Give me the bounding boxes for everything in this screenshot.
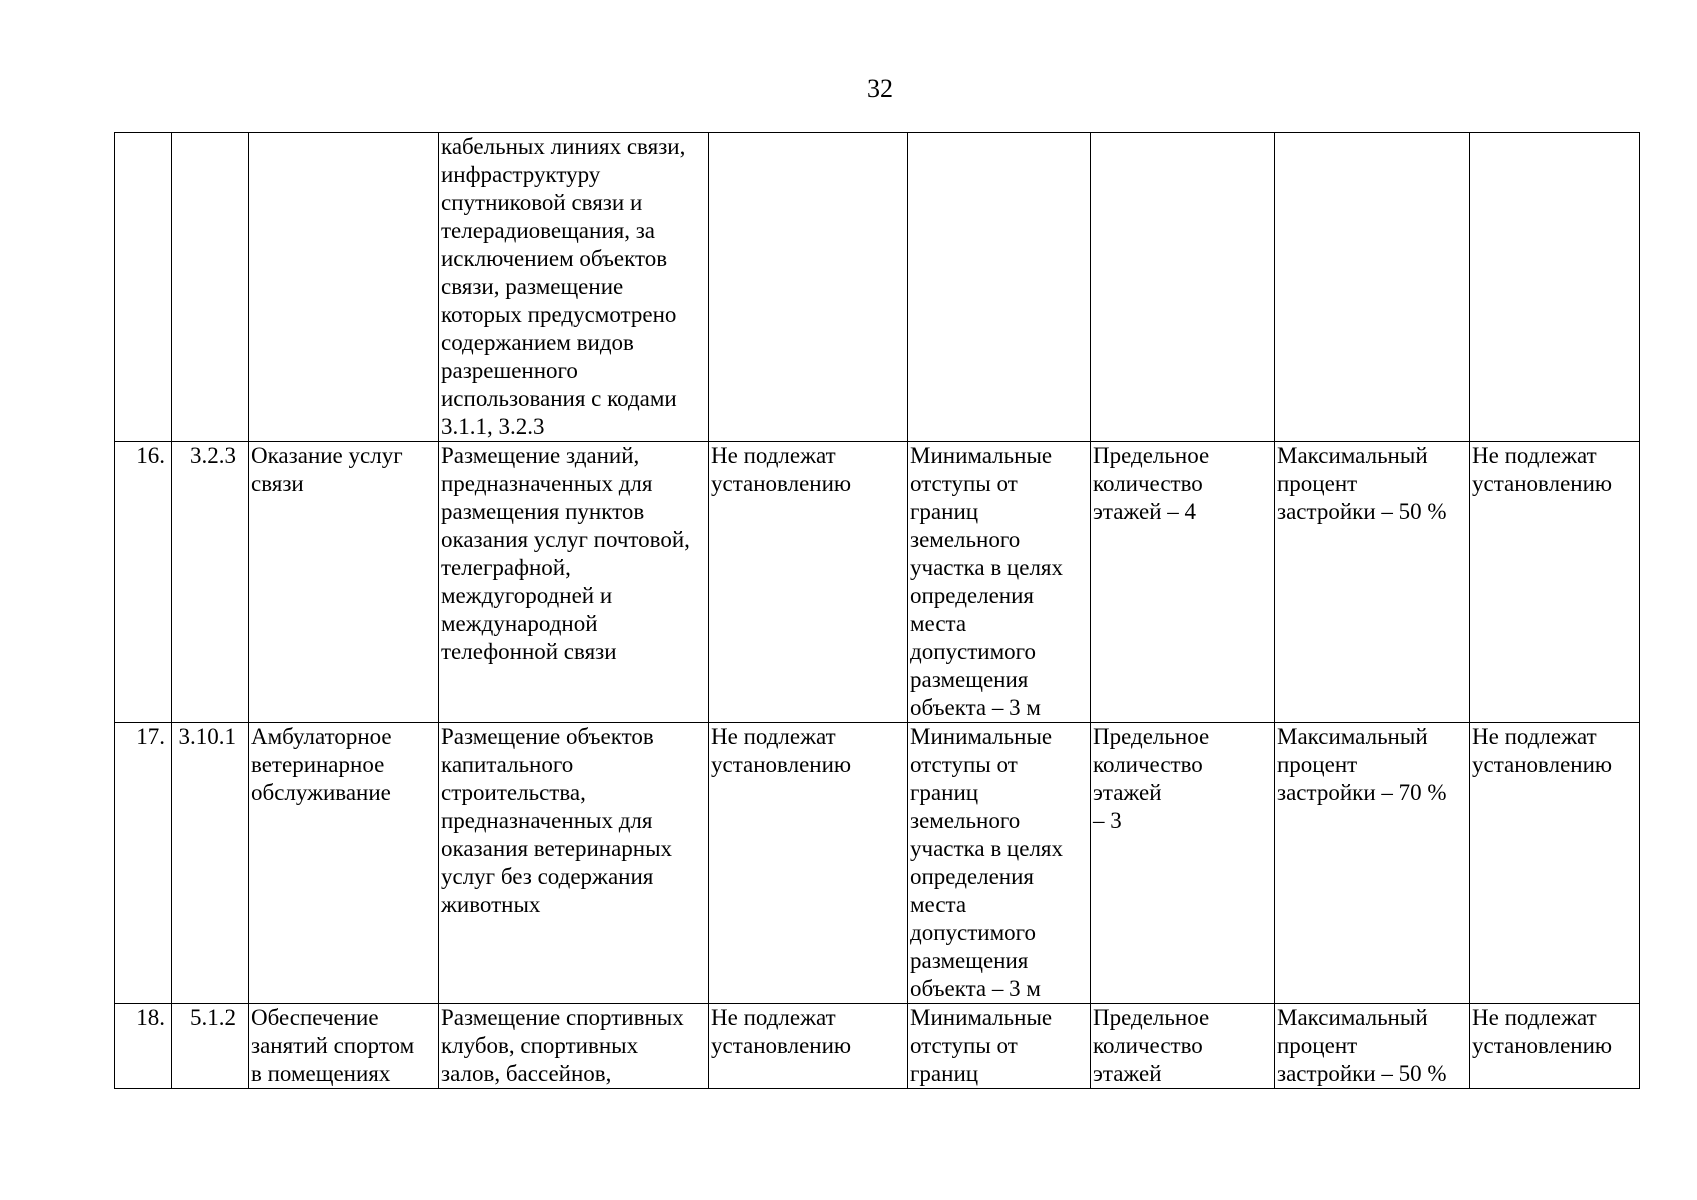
row-col7: Предельное количество этажей: [1091, 1004, 1275, 1089]
row-col6: [908, 133, 1091, 442]
row-description: Размещение объектов капитального строительства, предназначенных для оказания ветеринарных услуг без содержания животных: [439, 723, 709, 1004]
row-description: кабельных линиях связи, инфраструктуру спутниковой связи и телерадиовещания, за исключением объектов связи, размещение которых предусмотрено содержанием видов разрешенного использования с кодами 3.1.1, 3.2.3: [439, 133, 709, 442]
table-row: [115, 133, 1640, 442]
row-col9: Не подлежат установлению: [1470, 442, 1640, 723]
row-number: [115, 133, 172, 442]
row-number: 16.: [115, 442, 172, 723]
row-col7: [1091, 133, 1275, 442]
row-col5: Не подлежат установлению: [709, 1004, 908, 1089]
row-description: Размещение зданий, предназначенных для размещения пунктов оказания услуг почтовой, телеграфной, междугородней и международной телефонной связи: [439, 442, 709, 723]
row-col7: Предельное количество этажей – 4: [1091, 442, 1275, 723]
row-number: 18.: [115, 1004, 172, 1089]
row-name: [249, 133, 439, 442]
row-col6: Минимальные отступы от границ: [908, 1004, 1091, 1089]
row-col9: Не подлежат установлению: [1470, 723, 1640, 1004]
row-col5: [709, 133, 908, 442]
row-col9: Не подлежат установлению: [1470, 1004, 1640, 1089]
row-code: 3.10.1: [172, 723, 249, 1004]
row-code: [172, 133, 249, 442]
page-number: 32: [867, 74, 893, 103]
row-col6: Минимальные отступы от границ земельного участка в целях определения места допустимого размещения объекта – 3 м: [908, 442, 1091, 723]
row-col5: Не подлежат установлению: [709, 723, 908, 1004]
row-name: Амбулаторное ветеринарное обслуживание: [249, 723, 439, 1004]
row-col8: [1275, 133, 1470, 442]
row-col6: Минимальные отступы от границ земельного участка в целях определения места допустимого размещения объекта – 3 м: [908, 723, 1091, 1004]
table-row: [115, 1004, 1640, 1089]
table-row: [115, 442, 1640, 723]
row-code: 5.1.2: [172, 1004, 249, 1089]
row-name: Обеспечение занятий спортом в помещениях: [249, 1004, 439, 1089]
row-description: Размещение спортивных клубов, спортивных залов, бассейнов,: [439, 1004, 709, 1089]
row-number: 17.: [115, 723, 172, 1004]
row-col7: Предельное количество этажей – 3: [1091, 723, 1275, 1004]
zoning-table: [114, 132, 1640, 1089]
row-col5: Не подлежат установлению: [709, 442, 908, 723]
row-name: Оказание услуг связи: [249, 442, 439, 723]
table-row: [115, 723, 1640, 1004]
row-col8: Максимальный процент застройки – 50 %: [1275, 442, 1470, 723]
row-code: 3.2.3: [172, 442, 249, 723]
row-col9: [1470, 133, 1640, 442]
row-col8: Максимальный процент застройки – 70 %: [1275, 723, 1470, 1004]
row-col8: Максимальный процент застройки – 50 %: [1275, 1004, 1470, 1089]
